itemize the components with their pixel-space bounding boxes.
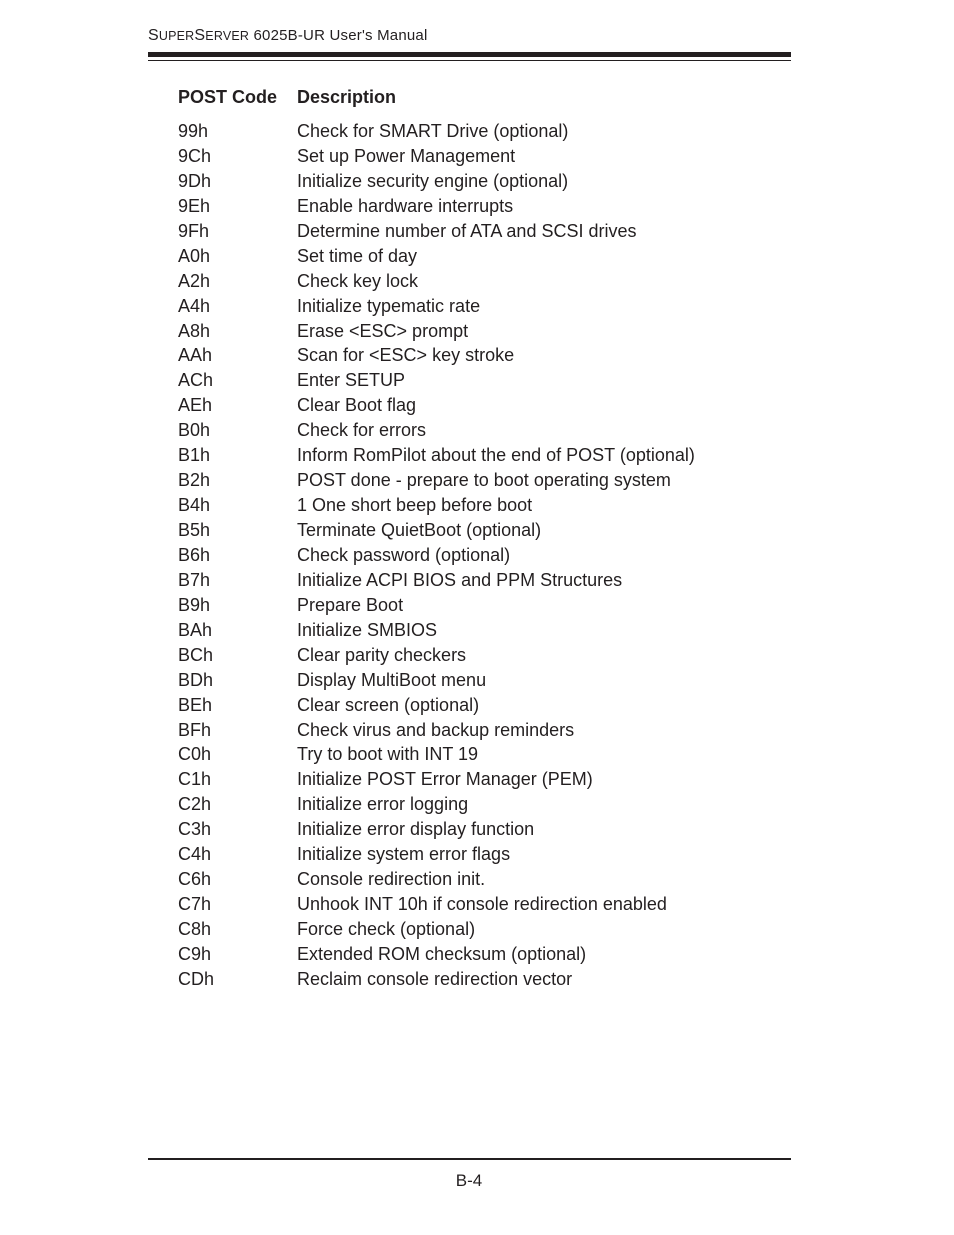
table-row (178, 693, 778, 718)
table-row (178, 269, 778, 294)
table-row (178, 244, 778, 269)
post-code: 9Fh (178, 220, 210, 241)
table-row (178, 518, 778, 543)
post-description: Inform RomPilot about the end of POST (optional) (297, 445, 695, 466)
table-row (178, 493, 778, 518)
post-code: A4h (178, 295, 211, 316)
table-row (178, 169, 778, 194)
post-code: C3h (178, 819, 212, 840)
post-code: B4h (178, 495, 211, 516)
post-description: Check key lock (297, 270, 419, 291)
table-row (178, 593, 778, 618)
post-code: C8h (178, 919, 212, 939)
post-code: BFh (178, 719, 212, 740)
post-description: Initialize error logging (297, 794, 469, 815)
post-description: Reclaim console redirection vector (297, 968, 573, 989)
post-description: Check virus and backup reminders (297, 719, 575, 740)
post-code: B1h (178, 445, 211, 466)
table-row (178, 643, 778, 668)
post-code: 9Eh (178, 195, 211, 216)
post-description: Check for SMART Drive (optional) (297, 121, 569, 141)
table-row (178, 892, 778, 917)
header-upper: UPER (158, 29, 195, 43)
post-description: Set up Power Management (297, 145, 516, 166)
post-description: Determine number of ATA and SCSI drives (297, 220, 637, 241)
post-code: 9Dh (178, 170, 212, 191)
column-header-post-code: POST Code (178, 87, 278, 107)
post-code: B7h (178, 569, 211, 590)
post-description: Initialize SMBIOS (297, 619, 438, 640)
table-row (178, 917, 778, 942)
post-description: Check for errors (297, 420, 427, 441)
table-row (178, 742, 778, 767)
post-description: Check password (optional) (297, 544, 511, 565)
table-row (178, 767, 778, 792)
post-code: B9h (178, 594, 211, 615)
post-code: C9h (178, 943, 212, 964)
post-code: AAh (178, 345, 213, 366)
post-description: Extended ROM checksum (optional) (297, 943, 587, 964)
post-description: Enable hardware interrupts (297, 195, 514, 216)
header-letter-s2: S (194, 27, 206, 44)
post-code: C0h (178, 744, 212, 765)
post-description: Display MultiBoot menu (297, 669, 487, 690)
table-row (178, 867, 778, 892)
header-erver: ERVER (205, 29, 250, 43)
header-rule-thick (148, 52, 791, 57)
header-rule-thin (148, 60, 791, 61)
post-code: A8h (178, 320, 211, 341)
table-row (178, 368, 778, 393)
table-row (178, 942, 778, 967)
table-row (178, 194, 778, 219)
table-row (178, 393, 778, 418)
post-description: Initialize typematic rate (297, 295, 481, 316)
table-row (178, 568, 778, 593)
post-description: Try to boot with INT 19 (297, 744, 479, 765)
post-code: BEh (178, 694, 213, 715)
post-code: B6h (178, 544, 211, 565)
post-description: Console redirection init. (297, 869, 486, 890)
table-row (178, 319, 778, 344)
post-code: C1h (178, 769, 212, 790)
page-number: B-4 (455, 1171, 483, 1190)
post-description: Clear Boot flag (297, 395, 417, 416)
post-code: A2h (178, 270, 211, 291)
table-row (178, 418, 778, 443)
post-description: Clear parity checkers (297, 644, 467, 665)
post-code: 9Ch (178, 145, 212, 166)
table-row (178, 144, 778, 169)
table-row (178, 817, 778, 842)
post-code: BCh (178, 644, 214, 665)
post-description: POST done - prepare to boot operating system (297, 470, 671, 491)
post-description: Force check (optional) (297, 919, 476, 939)
post-description: Erase <ESC> prompt (297, 320, 469, 341)
post-description: Initialize error display function (297, 819, 535, 840)
post-description: 1 One short beep before boot (297, 495, 533, 516)
table-row (178, 967, 778, 992)
table-row (178, 618, 778, 643)
table-row (178, 792, 778, 817)
post-code: B5h (178, 520, 211, 540)
post-description: Unhook INT 10h if console redirection enabled (297, 894, 667, 915)
post-code: A0h (178, 245, 211, 266)
post-code: AEh (178, 395, 213, 416)
post-code: C2h (178, 794, 212, 815)
post-description: Initialize ACPI BIOS and PPM Structures (297, 569, 623, 590)
post-description: Prepare Boot (297, 594, 404, 615)
table-row (178, 119, 778, 144)
post-code: B2h (178, 470, 211, 491)
post-code: CDh (178, 968, 215, 989)
table-row (178, 343, 778, 368)
table-row (178, 443, 778, 468)
post-description: Enter SETUP (297, 370, 406, 391)
footer-rule (148, 1158, 791, 1160)
header-letter-s1: S (148, 27, 159, 44)
post-code-table (178, 119, 778, 992)
post-description: Initialize security engine (optional) (297, 170, 569, 191)
post-code: C4h (178, 844, 212, 865)
column-header-description: Description (297, 87, 397, 107)
post-description: Set time of day (297, 245, 418, 266)
post-code: BAh (178, 619, 213, 640)
header-suffix: 6025B-UR User's Manual (249, 27, 428, 44)
post-code: ACh (178, 370, 214, 391)
post-code: 99h (178, 121, 209, 141)
post-code: BDh (178, 669, 214, 690)
running-header (148, 27, 428, 45)
post-code: B0h (178, 420, 211, 441)
post-description: Initialize system error flags (297, 844, 511, 865)
post-description: Scan for <ESC> key stroke (297, 345, 515, 366)
post-description: Terminate QuietBoot (optional) (297, 520, 542, 540)
table-row (178, 219, 778, 244)
table-row (178, 718, 778, 743)
post-description: Clear screen (optional) (297, 694, 480, 715)
table-row (178, 543, 778, 568)
post-code: C6h (178, 869, 212, 890)
post-description: Initialize POST Error Manager (PEM) (297, 769, 593, 790)
post-code: C7h (178, 894, 212, 915)
table-row (178, 468, 778, 493)
table-row (178, 842, 778, 867)
table-row (178, 668, 778, 693)
table-row (178, 294, 778, 319)
